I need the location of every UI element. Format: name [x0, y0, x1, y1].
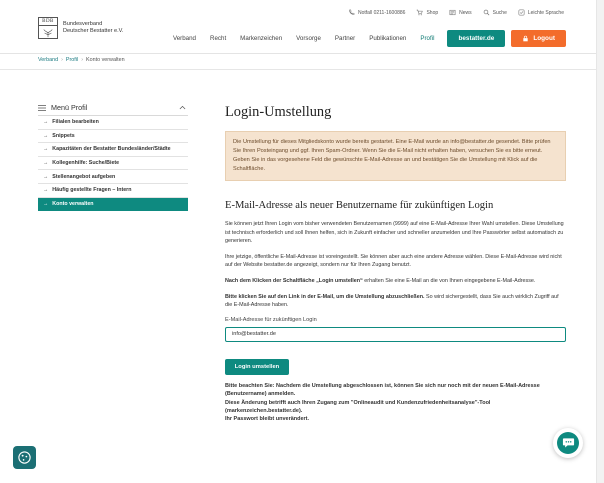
- nav-markenzeichen[interactable]: Markenzeichen: [240, 34, 283, 42]
- sidebar-item-stellenangebot[interactable]: [38, 170, 188, 184]
- button-info-text: erhalten Sie eine E-Mail an die von Ihnen eingegebene E-Mail-Adresse.: [362, 277, 536, 284]
- sidebar-item-label: Stellenangebot aufgeben: [52, 173, 116, 180]
- phone-icon: [348, 9, 355, 16]
- link-info-paragraph: [225, 293, 566, 310]
- search-icon: [483, 9, 490, 16]
- intro-paragraph: Sie können jetzt Ihren Login vom bisher verwendeten Benutzernamen (9999) auf eine E-Mail-Adresse Ihrer Wahl umstellen. Diese Umstellung ist technisch erforderlich und soll Ihnen helfen, sich in Zukunft einfacher und schneller anzumelden und Ihre Passwörter selbst automatisch zu generieren.: [225, 221, 564, 245]
- logo-text: [63, 21, 123, 35]
- sidebar-item-faq[interactable]: [38, 184, 188, 198]
- util-emergency-phone[interactable]: [348, 9, 405, 16]
- breadcrumb: [38, 57, 125, 63]
- logo-mark: [38, 17, 58, 39]
- site-logo[interactable]: [38, 17, 123, 39]
- chat-icon-wrapper: [557, 432, 579, 454]
- bestatter-de-label: bestatter.de: [458, 34, 495, 42]
- menu-icon: [38, 105, 46, 111]
- cart-icon: [416, 9, 423, 16]
- arrow-right-icon: →: [43, 187, 49, 194]
- util-easy-language-label: Leichte Sprache: [527, 9, 564, 16]
- util-search[interactable]: [483, 9, 507, 16]
- logo-mark-text: BDB: [39, 18, 57, 26]
- nav-verband[interactable]: Verband: [172, 34, 196, 42]
- chat-button[interactable]: [553, 428, 583, 458]
- util-news[interactable]: [449, 9, 472, 16]
- sidebar-item-filialen[interactable]: [38, 116, 188, 130]
- sidebar-item-label: Snippets: [52, 132, 75, 139]
- main-nav: [166, 29, 566, 47]
- sidebar-menu: [38, 100, 188, 211]
- arrow-right-icon: →: [43, 173, 49, 180]
- sidebar-item-label: Kapazitäten der Bestatter Bundesländer/Städte: [52, 146, 171, 153]
- email-field-value: info@bestatter.de: [232, 331, 276, 338]
- util-emergency-label: Notfall 0211-1600886: [358, 9, 406, 16]
- footnote-line-2: Diese Änderung betrifft auch Ihren Zugang zum "Onlineaudit und Kundenzufriedenheitsanalyse"-Tool (markenzeichen.bestatter.de).: [225, 399, 491, 414]
- login-umstellen-button[interactable]: [225, 359, 289, 375]
- sidebar-item-snippets[interactable]: [38, 130, 188, 144]
- lock-icon: [522, 35, 529, 42]
- nav-profil[interactable]: Profil: [420, 34, 435, 42]
- logo-line-1: Bundesverband: [63, 21, 103, 27]
- bestatter-de-button[interactable]: [447, 30, 505, 47]
- sidebar-item-kapazitaeten[interactable]: [38, 143, 188, 157]
- login-umstellen-label: Login umstellen: [234, 363, 280, 370]
- sidebar-title: Menü Profil: [51, 103, 88, 112]
- util-shop-label: Shop: [426, 9, 439, 16]
- utility-bar: [348, 9, 564, 16]
- breadcrumb-divider: [0, 69, 596, 70]
- notice-box: Die Umstellung für dieses Mitgliedskonto wurde bereits gestartet. Eine E-Mail wurde an info@bestatter.de gesendet. Bitte prüfen Sie Ihren Posteingang und ggf. Ihren Spam-Ordner. Wenn Sie die E-Mail nicht erhalten haben, versuchen Sie es bitte erneut. Geben Sie in das vorgesehene Feld die gewünschte E-Mail-Adresse an und bestätigen Sie die Umstellung mit Klick auf die Schaltfläche.: [225, 131, 566, 181]
- page-scrollbar[interactable]: [596, 0, 604, 483]
- link-info-bold: Bitte klicken Sie auf den Link in der E-Mail, um die Umstellung abzuschließen.: [225, 293, 425, 300]
- footnote-line-3: Ihr Passwort bleibt unverändert.: [225, 416, 310, 423]
- breadcrumb-current: Konto verwalten: [85, 57, 125, 63]
- default-email-paragraph: Ihre jetzige, öffentliche E-Mail-Adresse ist voreingestellt. Sie können aber auch eine andere Adresse wählen. Diese E-Mail-Adresse wird nicht auf der Website bestatter.de angezeigt, sondern nur für Ihren Zugang benutzt.: [225, 253, 562, 269]
- email-field[interactable]: [225, 327, 566, 342]
- section-title: E-Mail-Adresse als neuer Benutzername für zukünftigen Login: [225, 200, 494, 211]
- util-news-label: News: [459, 9, 472, 16]
- sidebar-item-label: Kollegenhilfe: Suche/Biete: [52, 160, 120, 167]
- nav-publikationen[interactable]: Publikationen: [369, 34, 407, 42]
- sidebar-item-label: Konto verwalten: [52, 200, 94, 207]
- news-icon: [449, 9, 456, 16]
- site-header: [0, 0, 596, 54]
- nav-partner[interactable]: Partner: [334, 34, 356, 42]
- util-shop[interactable]: [416, 9, 438, 16]
- page-title: Login-Umstellung: [225, 104, 332, 120]
- logout-button[interactable]: [511, 30, 566, 47]
- arrow-right-icon: →: [43, 200, 49, 207]
- nav-recht[interactable]: Recht: [210, 34, 227, 42]
- nav-vorsorge[interactable]: Vorsorge: [296, 34, 321, 42]
- cookie-settings-icon: [17, 450, 32, 465]
- sidebar-item-kollegenhilfe[interactable]: [38, 157, 188, 171]
- logout-label: Logout: [533, 34, 555, 42]
- breadcrumb-separator: ›: [81, 57, 83, 63]
- sidebar-item-konto-verwalten[interactable]: [38, 198, 188, 212]
- button-info-bold: Nach dem Klicken der Schaltfläche „Login umstellen“: [225, 277, 363, 284]
- breadcrumb-profil[interactable]: Profil: [65, 57, 79, 63]
- arrow-right-icon: →: [43, 146, 49, 153]
- arrow-right-icon: →: [43, 119, 49, 126]
- util-easy-language[interactable]: [518, 9, 564, 16]
- sidebar-item-label: Häufig gestellte Fragen – Intern: [52, 187, 132, 194]
- logo-line-2: Deutscher Bestatter e.V.: [63, 28, 124, 34]
- main-content: [225, 102, 566, 424]
- tree-icon: [41, 27, 55, 38]
- button-info-paragraph: [225, 277, 566, 286]
- arrow-right-icon: →: [43, 160, 49, 167]
- breadcrumb-separator: ›: [61, 57, 63, 63]
- email-field-label: E-Mail-Adresse für zukünftigen Login: [225, 316, 317, 323]
- link-info-text: So wird sichergestellt, dass Sie auch wirklich Zugriff auf die E-Mail-Adresse haben.: [225, 293, 559, 309]
- chat-icon: [562, 437, 575, 449]
- chevron-up-icon: [179, 105, 186, 110]
- footnote-line-1: Bitte beachten Sie: Nachdem die Umstellung abgeschlossen ist, können Sie sich nur noch mit der neuen E-Mail-Adresse (Benutzername) anmelden.: [225, 382, 540, 398]
- sidebar-header[interactable]: [38, 100, 188, 116]
- cookie-settings-button[interactable]: [13, 446, 36, 469]
- easy-language-icon: [518, 9, 525, 16]
- footnote: [225, 382, 566, 424]
- breadcrumb-verband[interactable]: Verband: [38, 57, 59, 63]
- util-search-label: Suche: [492, 9, 507, 16]
- sidebar-item-label: Filialen bearbeiten: [52, 119, 99, 126]
- arrow-right-icon: →: [43, 132, 49, 139]
